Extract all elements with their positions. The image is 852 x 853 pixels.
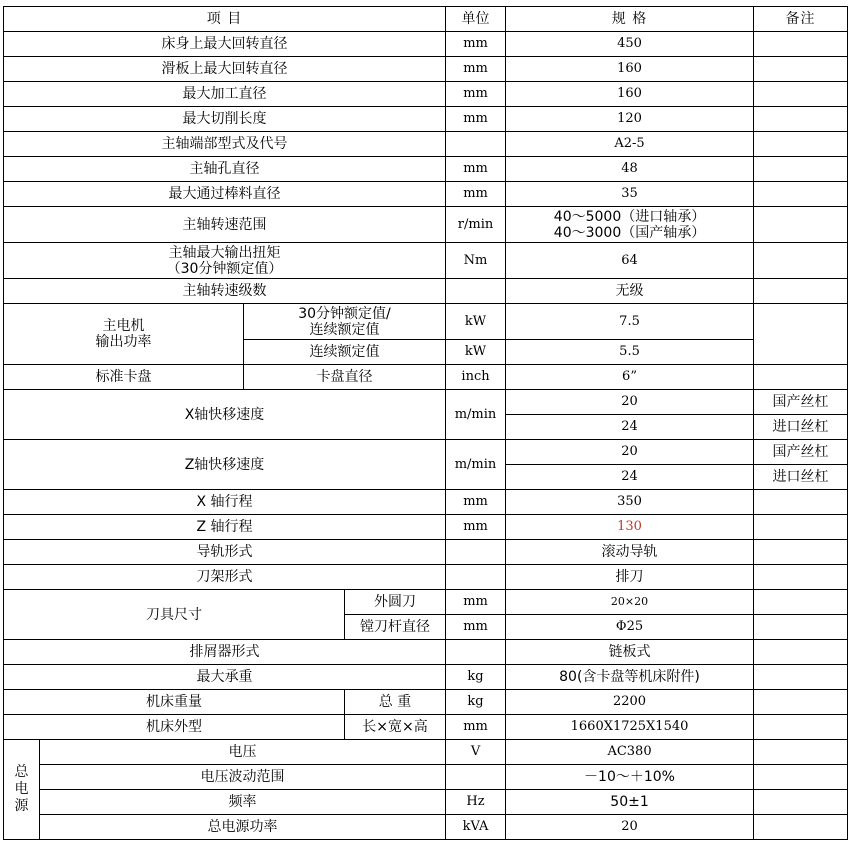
row-remark [754,715,848,740]
row-unit: mm [446,715,506,740]
row-remark [754,157,848,182]
row-remark [754,790,848,815]
row-unit: kW [446,304,506,340]
row-remark [754,304,848,365]
row-remark [754,107,848,132]
row-remark [754,665,848,690]
subname-line-1: 30分钟额定值/ [298,305,391,322]
row-unit: m/min [446,440,506,490]
row-name: 机床重量 [4,690,345,715]
table-row [4,490,848,515]
row-name: 床身上最大回转直径 [4,32,446,57]
row-value: 链板式 [506,640,754,665]
row-value: 6” [506,365,754,390]
row-unit [446,765,506,790]
name-line-1: 主轴最大输出扭矩 [168,244,281,261]
row-unit: kVA [446,815,506,840]
name-line-2: 输出功率 [95,334,152,350]
row-subname [244,304,446,340]
table-row [4,390,848,415]
row-unit: mm [446,32,506,57]
row-remark [754,540,848,565]
row-remark [754,740,848,765]
table-row [4,590,848,615]
power-group-text [6,764,37,815]
subname-line-2: 连续额定值 [309,321,380,338]
power-group-char: 电 [14,781,29,797]
row-value: 64 [506,243,754,279]
row-name: 主轴转速级数 [4,279,446,304]
row-remark [754,32,848,57]
row-remark [754,182,848,207]
header-row [4,7,848,32]
row-value: 20 [506,815,754,840]
name-line-1: 主电机 [102,318,145,334]
row-name: 电压 [40,740,446,765]
row-name: X轴快移速度 [4,390,446,440]
table-row [4,304,848,340]
row-remark: 国产丝杠 [754,440,848,465]
row-unit: Hz [446,790,506,815]
row-value: 80(含卡盘等机床附件) [506,665,754,690]
table-row [4,157,848,182]
row-value: 排刀 [506,565,754,590]
row-remark [754,690,848,715]
row-unit: mm [446,82,506,107]
table-row [4,107,848,132]
row-remark [754,132,848,157]
row-remark [754,765,848,790]
row-unit: kg [446,690,506,715]
row-value: －10～＋10% [506,765,754,790]
row-unit: kW [446,340,506,365]
row-unit: mm [446,490,506,515]
power-group-char: 源 [14,798,29,814]
row-remark [754,815,848,840]
row-value: A2-5 [506,132,754,157]
row-name: 刀架形式 [4,565,446,590]
row-value: 24 [506,415,754,440]
row-name: X 轴行程 [4,490,446,515]
row-remark [754,243,848,279]
row-unit: mm [446,107,506,132]
row-name: 总电源功率 [40,815,446,840]
row-value [506,207,754,243]
table-row [4,640,848,665]
row-unit: kg [446,665,506,690]
row-name: 滑板上最大回转直径 [4,57,446,82]
value-line-1: 40～5000（进口轴承） [553,208,706,225]
header-spec: 规 格 [506,7,754,32]
row-value: 5.5 [506,340,754,365]
header-remark: 备注 [754,7,848,32]
row-subname: 长×宽×高 [345,715,446,740]
row-remark [754,490,848,515]
power-group-char: 总 [14,764,29,780]
row-unit: r/min [446,207,506,243]
table-row [4,132,848,157]
table-row [4,540,848,565]
table-row [4,182,848,207]
row-name [4,304,244,365]
row-name: 电压波动范围 [40,765,446,790]
table-row [4,790,848,815]
row-name: Z 轴行程 [4,515,446,540]
table-row [4,565,848,590]
row-value: 450 [506,32,754,57]
row-remark [754,515,848,540]
row-name: Z轴快移速度 [4,440,446,490]
value-line-2: 40～3000（国产轴承） [553,224,706,241]
row-unit [446,565,506,590]
row-name: 排屑器形式 [4,640,446,665]
row-name: 主轴端部型式及代号 [4,132,446,157]
row-value: 20 [506,390,754,415]
row-subname: 镗刀杆直径 [345,615,446,640]
row-unit: m/min [446,390,506,440]
row-name: 最大切削长度 [4,107,446,132]
table-row [4,765,848,790]
table-row [4,32,848,57]
row-remark [754,279,848,304]
row-remark [754,565,848,590]
row-value: 160 [506,82,754,107]
row-name: 标准卡盘 [4,365,244,390]
row-unit: Nm [446,243,506,279]
row-name [4,243,446,279]
table-row [4,690,848,715]
row-name: 最大加工直径 [4,82,446,107]
header-unit: 单位 [446,7,506,32]
row-subname: 总 重 [345,690,446,715]
table-row [4,57,848,82]
table-row [4,207,848,243]
table-row [4,243,848,279]
row-value: 120 [506,107,754,132]
table-row [4,82,848,107]
row-value: 1660X1725X1540 [506,715,754,740]
table-row [4,515,848,540]
row-unit: inch [446,365,506,390]
row-unit: mm [446,590,506,615]
row-unit [446,640,506,665]
table-row [4,740,848,765]
row-remark: 国产丝杠 [754,390,848,415]
row-name: 机床外型 [4,715,345,740]
row-value: 35 [506,182,754,207]
row-subname: 卡盘直径 [244,365,446,390]
row-value: 20 [506,440,754,465]
row-value: 48 [506,157,754,182]
row-value: 50±1 [506,790,754,815]
row-value: AC380 [506,740,754,765]
row-name: 最大承重 [4,665,446,690]
row-value: 无级 [506,279,754,304]
row-remark [754,640,848,665]
row-name: 频率 [40,790,446,815]
table-row [4,365,848,390]
spec-table [3,6,848,840]
row-remark [754,590,848,615]
row-unit [446,540,506,565]
row-name: 主轴孔直径 [4,157,446,182]
row-unit: mm [446,57,506,82]
row-value: Φ25 [506,615,754,640]
row-value: 350 [506,490,754,515]
row-remark [754,82,848,107]
row-unit [446,279,506,304]
row-remark [754,57,848,82]
row-remark [754,615,848,640]
row-remark [754,365,848,390]
power-group-label [4,740,40,840]
row-unit [446,132,506,157]
row-unit: mm [446,182,506,207]
row-value: 2200 [506,690,754,715]
row-value: 160 [506,57,754,82]
table-row [4,665,848,690]
row-value-highlighted: 130 [506,515,754,540]
name-line-2: （30分钟额定值） [166,260,283,277]
header-item: 项 目 [4,7,446,32]
row-value: 滚动导轨 [506,540,754,565]
row-name: 刀具尺寸 [4,590,345,640]
row-subname: 外圆刀 [345,590,446,615]
row-value: 7.5 [506,304,754,340]
row-value: 24 [506,465,754,490]
row-subname: 连续额定值 [244,340,446,365]
row-unit: mm [446,615,506,640]
row-unit: mm [446,157,506,182]
row-name: 导轨形式 [4,540,446,565]
row-unit: V [446,740,506,765]
row-name: 主轴转速范围 [4,207,446,243]
row-remark [754,207,848,243]
table-row [4,715,848,740]
row-remark: 进口丝杠 [754,465,848,490]
row-unit: mm [446,515,506,540]
table-row [4,440,848,465]
row-value: 20×20 [506,590,754,615]
row-name: 最大通过棒料直径 [4,182,446,207]
table-row [4,279,848,304]
row-remark: 进口丝杠 [754,415,848,440]
table-row [4,815,848,840]
